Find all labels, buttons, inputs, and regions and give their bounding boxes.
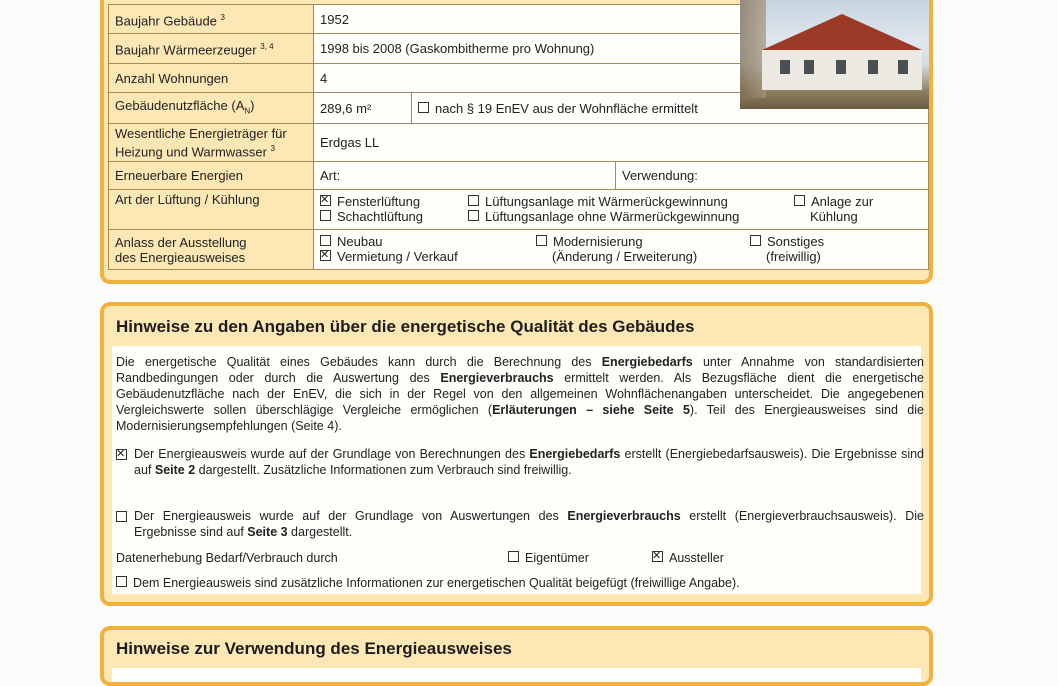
- intro-paragraph: Die energetische Qualität eines Gebäudes kann durch die Berechnung des Energiebedarfs unter Annahme von standardisierten Randbedingungen oder durch die Auswertung des Energieverbrauchs ermittelt werden. Als Bezugsfläche dient die energetische Gebäudenutzfläche nach der EnEV, die sich in der Regel von den allgemeinen Wohnflächenangaben unterscheidet. Die angegebenen Vergleichswerte sollen überschlägige Vergleiche ermöglichen (Erläuterungen – siehe Seite 5). Teil des Energieausweises sind die Modernisierungsempfehlungen (Seite 4).: [116, 355, 924, 433]
- table-row: Anlass der Ausstellung des Energieausweises Neubau ✕Vermietung / Verkauf Modernisierung (Änderung / Erweiterung) Sonstiges (freiwillig): [109, 230, 929, 270]
- section-title: Hinweise zur Verwendung des Energieausweises: [116, 639, 512, 658]
- checkbox[interactable]: [418, 102, 429, 113]
- checkbox-kuehlung[interactable]: [794, 195, 805, 206]
- datenerhebung-label: Datenerhebung Bedarf/Verbrauch durch: [116, 551, 338, 565]
- checkbox-eigentuemer[interactable]: [508, 551, 519, 562]
- bedarf-option: ✕ Der Energieausweis wurde auf der Grundlage von Berechnungen des Energiebedarfs erstellt (Energiebedarfsausweis). Die Ergebnisse sind auf Seite 2 dargestellt. Zusätzliche Informationen zum Verbrauch sind freiwillig.: [116, 446, 924, 478]
- row-label: Baujahr Wärmeerzeuger: [115, 42, 257, 58]
- checkbox-fensterlueftung[interactable]: [320, 195, 331, 206]
- checkbox-ohne-wrg[interactable]: [468, 210, 479, 221]
- building-info-panel: [100, 0, 933, 284]
- row-label: Baujahr Gebäude: [115, 13, 217, 29]
- checkbox-neubau[interactable]: [320, 235, 331, 246]
- table-row: Baujahr Gebäude $^3$ 1952: [109, 5, 929, 34]
- table-row: Art der Lüftung / Kühlung ✕ Fensterlüftung Schachtlüftung Lüftungsanlage mit Wärmerückgewinnung Lüftungsanlage ohne Wärmerückgewinnung Anlage zur Kühlung: [109, 190, 929, 230]
- table-row: Baujahr Wärmeerzeuger $^{3, 4}$ 1998 bis 2008 (Gaskombitherme pro Wohnung): [109, 34, 929, 64]
- hinweise-qualitaet-panel: Hinweise zu den Angaben über die energetische Qualität des Gebäudes Die energetische Qualität eines Gebäudes kann durch die Berechnung des Energiebedarfs unter Annahme von standardisierten Randbedingungen oder durch die Auswertung des Energieverbrauchs ermittelt werden. Als Bezugsfläche dient die energetische Gebäudenutzfläche nach der EnEV, die sich in der Regel von den allgemeinen Wohnflächenangaben unterscheidet. Die angegebenen Vergleichswerte sollen überschlägige Vergleiche ermöglichen (Erläuterungen – siehe Seite 5). Teil des Energieausweises sind die Modernisierungsempfehlungen (Seite 4). ✕ Der Energieausweis wurde auf der Grundlage von Berechnungen des Energiebedarfs erstellt (Energiebedarfsausweis). Die Ergebnisse sind auf Seite 2 dargestellt. Zusätzliche Informationen zum Verbrauch sind freiwillig. Der Energieausweis wurde auf der Grundlage von Auswertungen des Energieverbrauchs erstellt (Energieverbrauchsausweis). Die Ergebnisse sind auf Seite 3 dargestellt. Datenerhebung Bedarf/Verbrauch durch Eigentümer ✕ Aussteller Dem Energieausweis sind zusätzliche Informationen zur energetischen Qualität beigefügt (freiwillige Angabe).: [100, 302, 933, 606]
- checkbox-modernisierung[interactable]: [536, 235, 547, 246]
- energietraeger-value: Erdgas LL: [320, 135, 380, 151]
- table-row: Erneuerbare Energien Art: Verwendung:: [109, 162, 929, 190]
- checkbox-verbrauch[interactable]: [116, 511, 127, 522]
- checkbox-zusatz-info[interactable]: [116, 576, 127, 587]
- hinweise-verwendung-panel: [100, 626, 933, 686]
- verbrauch-option: Der Energieausweis wurde auf der Grundlage von Auswertungen des Energieverbrauchs erstellt (Energieverbrauchsausweis). Die Ergebnisse sind auf Seite 3 dargestellt.: [116, 508, 924, 540]
- baujahr-gebaeude-value: 1952: [320, 11, 349, 27]
- checkbox-sonstiges[interactable]: [750, 235, 761, 246]
- checkbox-bedarf[interactable]: [116, 449, 127, 460]
- table-row: Gebäudenutzfläche $(A_N)$ 289,6 m² nach § 19 EnEV aus der Wohnfläche ermittelt: [109, 93, 929, 124]
- section-title: Hinweise zu den Angaben über die energetische Qualität des Gebäudes: [116, 317, 695, 336]
- row-label: Anzahl Wohnungen: [115, 70, 229, 86]
- checkbox-mit-wrg[interactable]: [468, 195, 479, 206]
- table-row: Wesentliche Energieträger für Heizung und Warmwasser $^3$ Erdgas LL: [109, 124, 929, 162]
- checkbox-vermietung[interactable]: [320, 250, 331, 261]
- nutzflaeche-value: 289,6 m²: [320, 100, 372, 116]
- baujahr-waermeerzeuger-value: 1998 bis 2008 (Gaskombitherme pro Wohnung): [320, 41, 595, 56]
- anzahl-wohnungen-value: 4: [320, 70, 328, 86]
- checkbox-schachtlueftung[interactable]: [320, 210, 331, 221]
- checkbox-aussteller[interactable]: [652, 551, 663, 562]
- building-photo: [740, 0, 929, 109]
